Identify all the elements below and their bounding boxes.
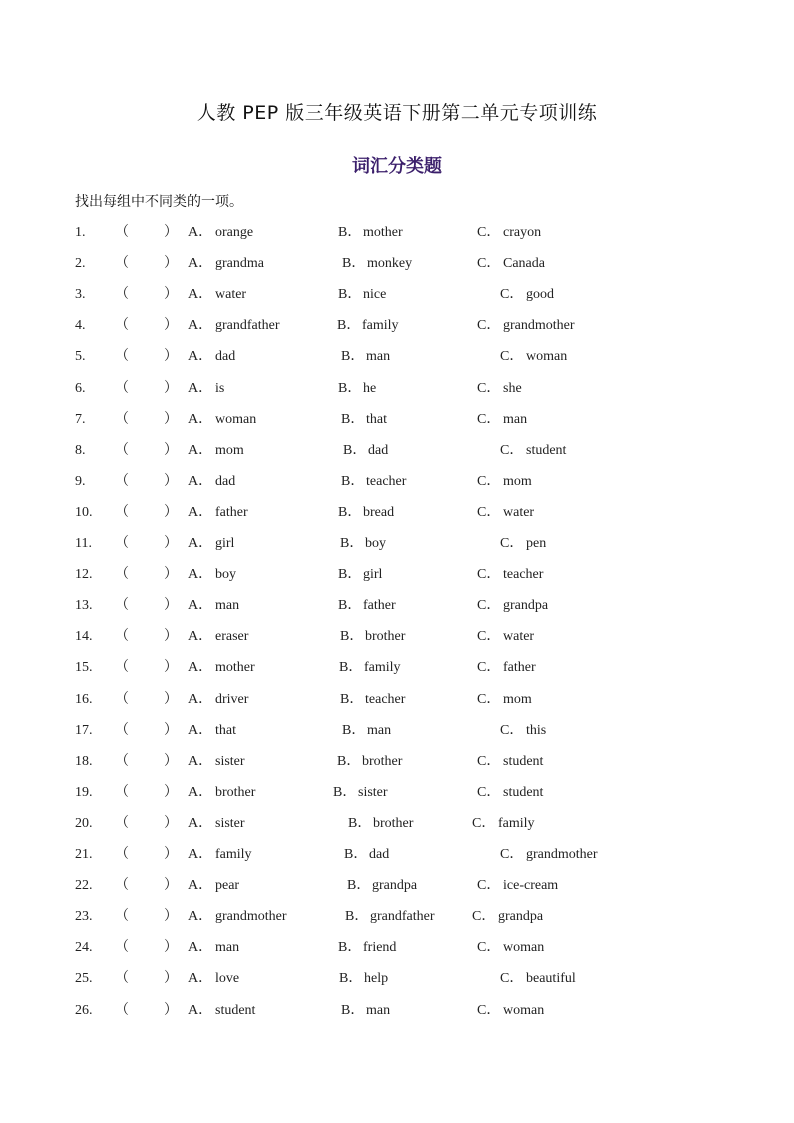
option-b-letter: B． — [343, 442, 367, 458]
answer-paren-right: ） — [164, 971, 178, 987]
option-b-word: boy — [365, 536, 386, 551]
option-a-letter: A． — [188, 753, 213, 769]
option-c-word: woman — [503, 940, 545, 956]
option-b-letter: B． — [338, 504, 362, 520]
instruction-text: 找出每组中不同类的一项。 — [75, 194, 243, 210]
option-c-letter: C． — [477, 784, 501, 800]
question-number: 22. — [75, 878, 93, 894]
option-b-letter: B． — [339, 971, 363, 987]
question-row — [0, 843, 794, 867]
question-row — [0, 470, 794, 494]
option-c-word: grandpa — [498, 909, 544, 925]
answer-paren-left[interactable]: （ — [115, 878, 129, 894]
option-b-word: teacher — [366, 473, 407, 489]
answer-paren-right: ） — [164, 318, 178, 334]
option-b-word: family — [362, 318, 399, 334]
question-number: 13. — [75, 598, 93, 614]
option-c-letter: C． — [477, 878, 501, 894]
answer-paren-right: ） — [164, 536, 178, 551]
option-c-letter: C． — [472, 909, 496, 925]
option-c-word: she — [503, 380, 522, 396]
option-a-letter: A． — [188, 691, 213, 707]
option-a-letter: A． — [188, 598, 213, 614]
option-b-letter: B． — [344, 847, 368, 862]
answer-paren-left[interactable]: （ — [115, 256, 129, 272]
answer-paren-right: ） — [164, 909, 178, 925]
question-number: 23. — [75, 909, 93, 925]
option-a-letter: A． — [188, 567, 213, 583]
answer-paren-right: ） — [164, 349, 178, 365]
option-c-word: water — [503, 629, 535, 645]
option-b-word: monkey — [367, 256, 413, 272]
option-b-letter: B． — [342, 256, 366, 272]
answer-paren-right: ） — [164, 629, 178, 645]
option-b-letter: B． — [338, 940, 362, 956]
option-a-word: that — [215, 722, 236, 738]
option-c-letter: C． — [500, 287, 524, 303]
answer-paren-right: ） — [164, 567, 178, 583]
option-c-letter: C． — [477, 318, 501, 334]
answer-paren-left[interactable]: （ — [115, 753, 129, 769]
question-number: 16. — [75, 691, 93, 707]
option-a-letter: A． — [188, 909, 213, 925]
answer-paren-right: ） — [164, 411, 178, 427]
question-row — [0, 221, 794, 245]
option-c-word: pen — [526, 536, 547, 551]
option-c-word: beautiful — [526, 971, 576, 987]
option-c-letter: C． — [477, 473, 501, 489]
option-b-letter: B． — [341, 1002, 365, 1018]
option-a-letter: A． — [188, 971, 213, 987]
option-a-word: man — [215, 940, 240, 956]
answer-paren-right: ） — [164, 256, 178, 272]
question-row — [0, 625, 794, 649]
option-b-letter: B． — [338, 567, 362, 583]
option-a-word: family — [215, 847, 252, 862]
option-c-word: student — [503, 784, 544, 800]
option-a-letter: A． — [188, 722, 213, 738]
answer-paren-right: ） — [164, 287, 178, 303]
question-row — [0, 594, 794, 618]
option-a-letter: A． — [188, 411, 213, 427]
answer-paren-left[interactable]: （ — [115, 691, 129, 707]
option-b-word: nice — [363, 287, 387, 303]
option-a-letter: A． — [188, 318, 213, 334]
question-number: 24. — [75, 940, 93, 956]
option-a-word: love — [215, 971, 240, 987]
option-c-letter: C． — [477, 380, 501, 396]
question-row — [0, 283, 794, 307]
option-c-word: grandpa — [503, 598, 549, 614]
answer-paren-right: ） — [164, 504, 178, 520]
option-c-word: woman — [526, 349, 568, 365]
question-number: 1. — [75, 225, 86, 240]
option-a-word: dad — [215, 473, 236, 489]
option-a-word: grandma — [215, 256, 264, 272]
answer-paren-right: ） — [164, 660, 178, 676]
option-b-word: family — [364, 660, 401, 676]
answer-paren-right: ） — [164, 1002, 178, 1018]
option-c-letter: C． — [500, 847, 524, 862]
option-c-letter: C． — [477, 940, 501, 956]
option-b-letter: B． — [345, 909, 369, 925]
option-b-word: friend — [363, 940, 397, 956]
option-a-word: grandfather — [215, 318, 280, 334]
question-number: 21. — [75, 847, 93, 862]
question-number: 6. — [75, 380, 86, 396]
question-row — [0, 781, 794, 805]
option-b-letter: B． — [339, 660, 363, 676]
option-b-word: bread — [363, 504, 395, 520]
answer-paren-left[interactable]: （ — [115, 815, 129, 831]
option-a-letter: A． — [188, 504, 213, 520]
option-a-word: mom — [215, 442, 244, 458]
answer-paren-right: ） — [164, 784, 178, 800]
question-row — [0, 905, 794, 929]
option-b-word: man — [367, 722, 392, 738]
answer-paren-left[interactable]: （ — [115, 940, 129, 956]
question-row — [0, 377, 794, 401]
option-a-letter: A． — [188, 660, 213, 676]
option-c-letter: C． — [477, 660, 501, 676]
question-row — [0, 812, 794, 836]
option-b-word: mother — [363, 225, 403, 240]
option-c-word: teacher — [503, 567, 544, 583]
section-subtitle: 词汇分类题 — [352, 156, 442, 177]
answer-paren-left[interactable]: （ — [115, 318, 129, 334]
option-c-letter: C． — [500, 349, 524, 365]
question-number: 25. — [75, 971, 93, 987]
option-b-letter: B． — [340, 536, 364, 551]
option-c-word: family — [498, 815, 535, 831]
option-c-word: mom — [503, 473, 532, 489]
option-c-word: good — [526, 287, 554, 303]
answer-paren-right: ） — [164, 847, 178, 862]
option-c-word: water — [503, 504, 535, 520]
option-b-word: man — [366, 1002, 391, 1018]
option-b-word: dad — [369, 847, 390, 862]
answer-paren-right: ） — [164, 940, 178, 956]
option-b-word: he — [363, 380, 377, 396]
answer-paren-right: ） — [164, 598, 178, 614]
option-b-letter: B． — [333, 784, 357, 800]
question-number: 8. — [75, 442, 86, 458]
option-a-word: sister — [215, 753, 245, 769]
answer-paren-left[interactable]: （ — [115, 349, 129, 365]
question-row — [0, 750, 794, 774]
option-c-letter: C． — [477, 256, 501, 272]
option-c-word: crayon — [503, 225, 542, 240]
option-b-letter: B． — [338, 380, 362, 396]
option-b-word: father — [363, 598, 396, 614]
question-number: 26. — [75, 1002, 93, 1018]
answer-paren-left[interactable]: （ — [115, 847, 129, 862]
option-a-word: water — [215, 287, 247, 303]
answer-paren-right: ） — [164, 722, 178, 738]
option-a-word: driver — [215, 691, 249, 707]
option-c-letter: C． — [477, 753, 501, 769]
answer-paren-left[interactable]: （ — [115, 411, 129, 427]
option-b-word: brother — [362, 753, 403, 769]
option-c-letter: C． — [500, 442, 524, 458]
option-b-word: grandpa — [372, 878, 418, 894]
question-number: 17. — [75, 722, 93, 738]
option-c-word: father — [503, 660, 536, 676]
option-c-letter: C． — [500, 971, 524, 987]
option-a-word: girl — [215, 536, 235, 551]
option-b-letter: B． — [340, 629, 364, 645]
option-a-letter: A． — [188, 940, 213, 956]
question-number: 5. — [75, 349, 86, 365]
option-b-word: help — [364, 971, 389, 987]
question-number: 2. — [75, 256, 86, 272]
option-b-letter: B． — [338, 287, 362, 303]
option-b-letter: B． — [341, 473, 365, 489]
answer-paren-right: ） — [164, 691, 178, 707]
question-row — [0, 967, 794, 991]
option-c-letter: C． — [477, 504, 501, 520]
option-b-word: brother — [373, 815, 414, 831]
option-c-word: Canada — [503, 256, 545, 272]
option-b-letter: B． — [337, 318, 361, 334]
option-b-letter: B． — [338, 598, 362, 614]
question-row — [0, 936, 794, 960]
question-row — [0, 501, 794, 525]
answer-paren-left[interactable]: （ — [115, 380, 129, 396]
option-a-letter: A． — [188, 629, 213, 645]
question-number: 7. — [75, 411, 86, 427]
answer-paren-left[interactable]: （ — [115, 567, 129, 583]
option-a-letter: A． — [188, 256, 213, 272]
option-c-word: mom — [503, 691, 532, 707]
answer-paren-right: ） — [164, 473, 178, 489]
option-a-word: dad — [215, 349, 236, 365]
option-a-letter: A． — [188, 784, 213, 800]
answer-paren-left[interactable]: （ — [115, 473, 129, 489]
option-a-word: boy — [215, 567, 236, 583]
option-b-letter: B． — [341, 349, 365, 365]
option-c-word: ice-cream — [503, 878, 559, 894]
option-a-letter: A． — [188, 473, 213, 489]
option-a-letter: A． — [188, 225, 213, 240]
option-b-word: sister — [358, 784, 388, 800]
answer-paren-left[interactable]: （ — [115, 287, 129, 303]
answer-paren-left[interactable]: （ — [115, 971, 129, 987]
option-c-letter: C． — [477, 598, 501, 614]
question-row — [0, 688, 794, 712]
question-row — [0, 532, 794, 556]
option-c-word: woman — [503, 1002, 545, 1018]
option-c-word: man — [503, 411, 528, 427]
option-a-letter: A． — [188, 442, 213, 458]
option-c-word: student — [526, 442, 567, 458]
answer-paren-left[interactable]: （ — [115, 1002, 129, 1018]
question-number: 18. — [75, 753, 93, 769]
option-b-letter: B． — [342, 722, 366, 738]
option-c-letter: C． — [477, 1002, 501, 1018]
question-number: 12. — [75, 567, 93, 583]
option-b-word: dad — [368, 442, 389, 458]
answer-paren-left[interactable]: （ — [115, 442, 129, 458]
answer-paren-right: ） — [164, 225, 178, 240]
option-a-word: orange — [215, 225, 254, 240]
option-c-word: this — [526, 722, 547, 738]
answer-paren-left[interactable]: （ — [115, 504, 129, 520]
option-c-word: grandmother — [526, 847, 598, 862]
question-number: 11. — [75, 536, 92, 551]
answer-paren-right: ） — [164, 442, 178, 458]
option-a-word: is — [215, 380, 225, 396]
answer-paren-right: ） — [164, 878, 178, 894]
option-b-word: teacher — [365, 691, 406, 707]
option-a-letter: A． — [188, 847, 213, 862]
option-a-word: pear — [215, 878, 240, 894]
option-c-letter: C． — [500, 722, 524, 738]
option-b-word: grandfather — [370, 909, 435, 925]
option-a-word: father — [215, 504, 248, 520]
option-a-letter: A． — [188, 536, 213, 551]
option-b-word: girl — [363, 567, 383, 583]
option-c-letter: C． — [477, 629, 501, 645]
option-a-word: student — [215, 1002, 256, 1018]
option-c-word: grandmother — [503, 318, 575, 334]
answer-paren-left[interactable]: （ — [115, 598, 129, 614]
question-row — [0, 408, 794, 432]
question-number: 3. — [75, 287, 86, 303]
option-b-word: man — [366, 349, 391, 365]
option-b-word: that — [366, 411, 387, 427]
option-c-letter: C． — [477, 411, 501, 427]
answer-paren-left[interactable]: （ — [115, 784, 129, 800]
option-a-word: grandmother — [215, 909, 287, 925]
option-b-letter: B． — [340, 691, 364, 707]
option-c-word: student — [503, 753, 544, 769]
option-b-letter: B． — [347, 878, 371, 894]
option-a-word: man — [215, 598, 240, 614]
question-row — [0, 563, 794, 587]
answer-paren-left[interactable]: （ — [115, 722, 129, 738]
question-row — [0, 314, 794, 338]
option-a-word: eraser — [215, 629, 249, 645]
question-row — [0, 719, 794, 743]
option-a-letter: A． — [188, 287, 213, 303]
option-c-letter: C． — [477, 567, 501, 583]
page-title: 人教 PEP 版三年级英语下册第二单元专项训练 — [196, 102, 598, 124]
option-a-letter: A． — [188, 349, 213, 365]
answer-paren-left[interactable]: （ — [115, 660, 129, 676]
answer-paren-left[interactable]: （ — [115, 536, 129, 551]
option-a-letter: A． — [188, 878, 213, 894]
answer-paren-left[interactable]: （ — [115, 225, 129, 240]
option-a-letter: A． — [188, 1002, 213, 1018]
question-number: 20. — [75, 815, 93, 831]
question-number: 15. — [75, 660, 93, 676]
question-row — [0, 439, 794, 463]
option-c-letter: C． — [472, 815, 496, 831]
question-number: 4. — [75, 318, 86, 334]
option-a-word: mother — [215, 660, 255, 676]
question-row — [0, 656, 794, 680]
option-c-letter: C． — [477, 225, 501, 240]
option-a-word: sister — [215, 815, 245, 831]
answer-paren-right: ） — [164, 815, 178, 831]
answer-paren-left[interactable]: （ — [115, 629, 129, 645]
answer-paren-right: ） — [164, 380, 178, 396]
option-b-letter: B． — [338, 225, 362, 240]
question-row — [0, 345, 794, 369]
option-b-word: brother — [365, 629, 406, 645]
question-number: 14. — [75, 629, 93, 645]
answer-paren-right: ） — [164, 753, 178, 769]
question-number: 10. — [75, 504, 93, 520]
option-b-letter: B． — [348, 815, 372, 831]
option-b-letter: B． — [341, 411, 365, 427]
option-c-letter: C． — [477, 691, 501, 707]
question-number: 9. — [75, 473, 86, 489]
answer-paren-left[interactable]: （ — [115, 909, 129, 925]
option-b-letter: B． — [337, 753, 361, 769]
option-c-letter: C． — [500, 536, 524, 551]
option-a-letter: A． — [188, 380, 213, 396]
option-a-letter: A． — [188, 815, 213, 831]
question-row — [0, 252, 794, 276]
question-number: 19. — [75, 784, 93, 800]
option-a-word: woman — [215, 411, 257, 427]
question-row — [0, 999, 794, 1023]
option-a-word: brother — [215, 784, 256, 800]
question-row — [0, 874, 794, 898]
